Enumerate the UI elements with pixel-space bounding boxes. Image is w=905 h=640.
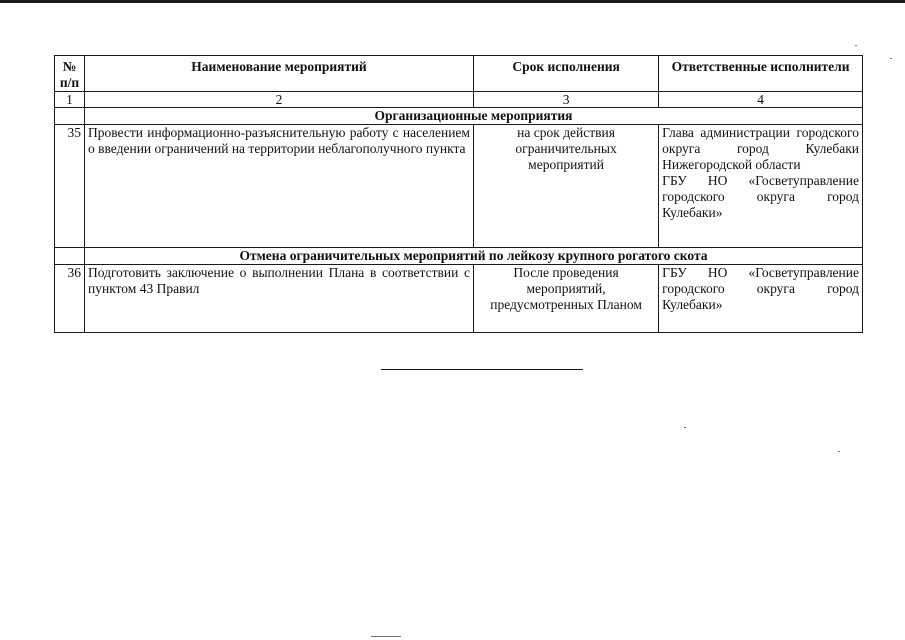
section-spacer-cell — [55, 248, 85, 265]
scan-speck — [371, 636, 401, 637]
row-activity: Подготовить заключение о выполнении Плана в соответствии с пунктом 43 Правил — [85, 265, 474, 333]
column-index-row — [55, 92, 863, 108]
table-row — [55, 125, 863, 248]
row-deadline: на срок действия ограничительных мероприятий — [473, 125, 658, 248]
row-responsible — [659, 265, 863, 333]
scan-speck — [890, 58, 892, 59]
scan-speck — [684, 427, 686, 428]
column-index-cell: 3 — [473, 92, 658, 108]
header-responsible: Ответственные исполнители — [659, 56, 863, 92]
section-title: Отмена ограничительных мероприятий по лейкозу крупного рогатого скота — [85, 248, 863, 265]
responsible-entry: Глава администрации городского округа город Кулебаки Нижегородской области — [662, 125, 859, 172]
scan-top-edge — [0, 0, 905, 3]
header-deadline: Срок исполнения — [473, 56, 658, 92]
section-spacer-cell — [55, 108, 85, 125]
header-number: № п/п — [55, 56, 85, 92]
row-deadline: После проведения мероприятий, предусмотренных Планом — [473, 265, 658, 333]
column-index-cell: 4 — [659, 92, 863, 108]
section-header-row — [55, 108, 863, 125]
table-row — [55, 265, 863, 333]
table-header-row — [55, 56, 863, 92]
responsible-entry: ГБУ НО «Госветуправление городского округа город Кулебаки» — [662, 173, 859, 220]
scan-speck — [855, 45, 857, 46]
row-responsible — [659, 125, 863, 248]
row-number: 36 — [55, 265, 85, 333]
section-title: Организационные мероприятия — [85, 108, 863, 125]
section-header-row — [55, 248, 863, 265]
scan-speck — [838, 451, 840, 452]
header-activity-name: Наименование мероприятий — [85, 56, 474, 92]
responsible-entry: ГБУ НО «Госветуправление городского округа город Кулебаки» — [662, 265, 859, 312]
end-separator-line — [381, 369, 583, 370]
row-number: 35 — [55, 125, 85, 248]
row-activity: Провести информационно-разъяснительную работу с населением о введении ограничений на территории неблагополучного пункта — [85, 125, 474, 248]
column-index-cell: 2 — [85, 92, 474, 108]
column-index-cell: 1 — [55, 92, 85, 108]
activities-table — [54, 55, 863, 333]
